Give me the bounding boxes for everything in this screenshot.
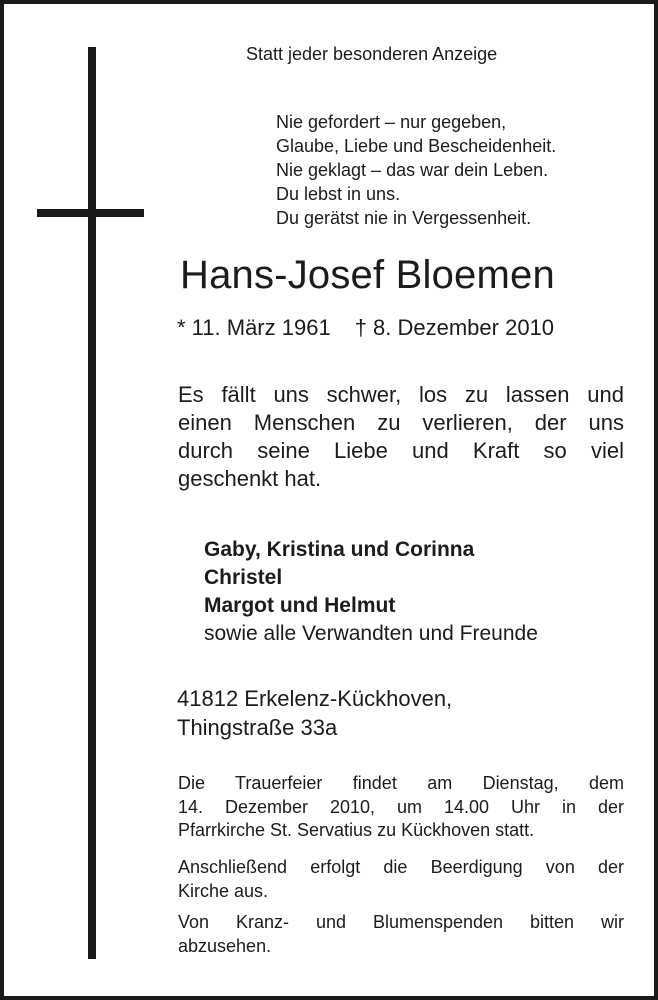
poem-line: Glaube, Liebe und Bescheidenheit. bbox=[276, 136, 557, 156]
message-line: Es fällt uns schwer, los zu lassen und bbox=[178, 382, 624, 407]
cross-icon-vertical bbox=[88, 47, 96, 959]
poem-line: Nie gefordert – nur gegeben, bbox=[276, 112, 507, 132]
mourner-name: Margot und Helmut bbox=[204, 594, 396, 617]
mourner-name: Christel bbox=[204, 566, 283, 589]
notice-line: Anschließend erfolgt die Beerdigung von der bbox=[178, 857, 624, 877]
notice-line: Kirche aus. bbox=[178, 880, 269, 901]
life-dates bbox=[177, 315, 554, 341]
mourners-others: sowie alle Verwandten und Freunde bbox=[204, 622, 538, 645]
poem-line: Du lebst in uns. bbox=[276, 184, 401, 204]
address-street: Thingstraße 33a bbox=[177, 715, 338, 740]
notice-line: Pfarrkirche St. Servatius zu Kückhoven statt. bbox=[178, 820, 535, 840]
message-line: einen Menschen zu verlieren, der uns bbox=[178, 410, 624, 435]
flowers-notice bbox=[178, 911, 624, 958]
poem-line: Du gerätst nie in Vergessenheit. bbox=[276, 208, 532, 228]
poem-line: Nie geklagt – das war dein Leben. bbox=[276, 160, 549, 180]
deceased-name: Hans-Josef Bloemen bbox=[180, 253, 555, 297]
notice-line: abzusehen. bbox=[178, 935, 272, 956]
mourners bbox=[204, 536, 538, 648]
address-city: 41812 Erkelenz-Kückhoven, bbox=[177, 686, 453, 711]
mourner-name: Gaby, Kristina und Corinna bbox=[204, 538, 475, 561]
ceremony-notice bbox=[178, 772, 624, 843]
death-date: † 8. Dezember 2010 bbox=[354, 315, 555, 340]
notice-line: 14. Dezember 2010, um 14.00 Uhr in der bbox=[178, 796, 624, 817]
message-line: durch seine Liebe und Kraft so viel bbox=[178, 438, 624, 463]
address bbox=[177, 684, 452, 742]
birth-date: * 11. März 1961 bbox=[177, 315, 331, 340]
header-note: Statt jeder besonderen Anzeige bbox=[246, 44, 498, 64]
notice-line: Von Kranz- und Blumenspenden bitten wir bbox=[178, 912, 624, 932]
cross-icon-horizontal bbox=[37, 209, 144, 217]
notice-line: Die Trauerfeier findet am Dienstag, dem bbox=[178, 773, 624, 793]
burial-notice bbox=[178, 856, 624, 903]
message-line: geschenkt hat. bbox=[178, 466, 322, 491]
poem bbox=[276, 110, 556, 230]
memorial-message bbox=[178, 381, 624, 493]
